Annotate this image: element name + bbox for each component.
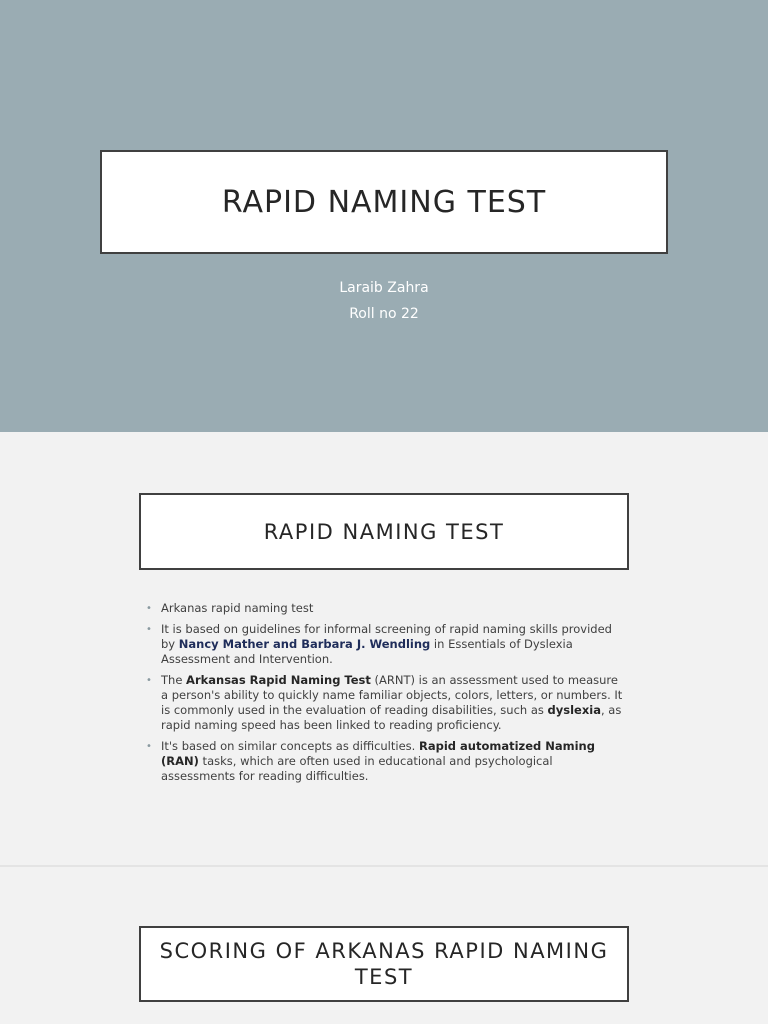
section-slide	[0, 867, 768, 1024]
bullet-text: , as rapid naming speed has been linked to reading proficiency.	[161, 703, 622, 732]
bullet-text: (ARNT) is an assessment used to measure a person's ability to quickly name familiar objects, colors, letters, or numbers. It is commonly used in the evaluation of reading disabilities, such as	[161, 673, 623, 717]
bullet-text: It's based on similar concepts as difficulties.	[161, 739, 419, 753]
title-slide	[0, 0, 768, 432]
bullet-text: in Essentials of Dyslexia Assessment and Intervention.	[161, 637, 573, 666]
bullet-text: It is based on guidelines for informal screening of rapid naming skills provided by	[161, 622, 612, 651]
bullet-text: tasks, which are often used in educational and psychological assessments for reading difficulties.	[161, 754, 553, 783]
title-box	[139, 926, 629, 1002]
bullet-list	[146, 601, 624, 790]
author-link[interactable]: Nancy Mather and Barbara J. Wendling	[178, 637, 431, 651]
slide-title: RAPID NAMING TEST	[221, 184, 547, 220]
bullet-dot-icon: •	[146, 741, 152, 752]
bullet-item	[146, 673, 624, 733]
bullet-dot-icon: •	[146, 624, 152, 635]
title-box	[100, 150, 668, 254]
author-name: Laraib Zahra	[339, 280, 429, 296]
bold-term: Rapid automatized Naming (RAN)	[161, 739, 595, 768]
bullet-item	[146, 739, 624, 784]
slide-title: RAPID NAMING TEST	[263, 519, 505, 544]
roll-number: Roll no 22	[349, 306, 419, 322]
bullet-dot-icon: •	[146, 675, 152, 686]
title-box	[139, 493, 629, 570]
slide-title: SCORING OF ARKANAS RAPID NAMING TEST	[159, 939, 609, 989]
bullet-item	[146, 622, 624, 667]
content-slide	[0, 432, 768, 865]
bold-term: Arkansas Rapid Naming Test	[186, 673, 371, 687]
bullet-dot-icon: •	[146, 603, 152, 614]
bullet-text: The	[161, 673, 187, 687]
bullet-text: Arkanas rapid naming test	[161, 601, 314, 615]
bold-term: dyslexia	[547, 703, 601, 717]
bullet-item	[146, 601, 624, 616]
